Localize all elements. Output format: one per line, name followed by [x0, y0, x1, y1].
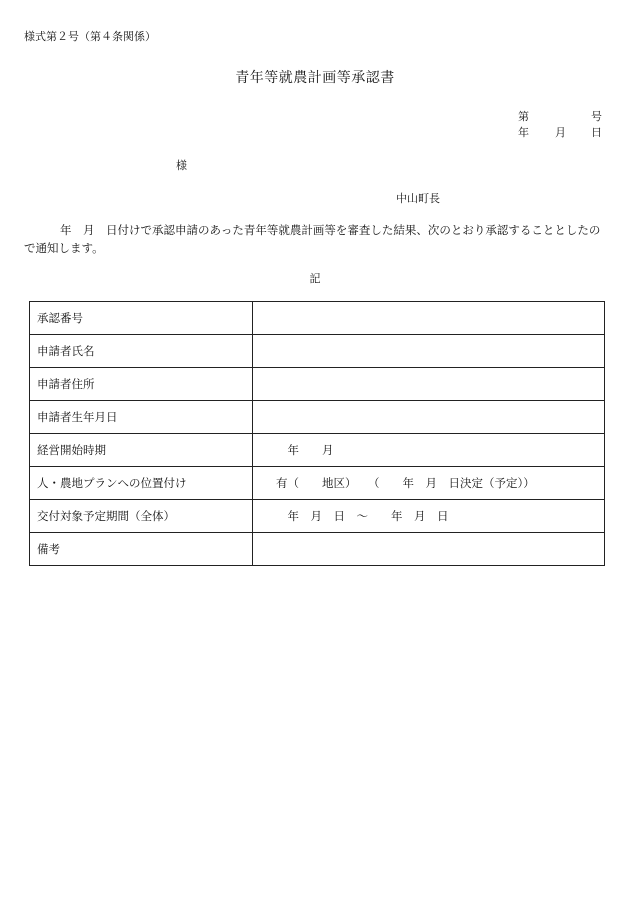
approval-details-table — [29, 301, 605, 566]
document-title: 青年等就農計画等承認書 — [235, 70, 395, 86]
doc-number-suffix: 号 — [591, 110, 602, 123]
row-label: 申請者氏名 — [30, 335, 253, 368]
ki-label: 記 — [309, 272, 321, 285]
table-row — [30, 434, 605, 467]
row-value — [253, 368, 605, 401]
table-row — [30, 401, 605, 434]
table-row — [30, 533, 605, 566]
issuer-name: 中山町長 — [396, 192, 440, 205]
table-row — [30, 368, 605, 401]
table-row — [30, 302, 605, 335]
row-label: 承認番号 — [30, 302, 253, 335]
row-value — [253, 335, 605, 368]
row-value: 年 月 — [253, 434, 605, 467]
row-label: 人・農地プランへの位置付け — [30, 467, 253, 500]
row-value: 年 月 日 ～ 年 月 日 — [253, 500, 605, 533]
row-value — [253, 533, 605, 566]
doc-date-year: 年 — [518, 126, 529, 139]
form-code: 様式第２号（第４条関係） — [24, 30, 156, 43]
row-value — [253, 302, 605, 335]
doc-date-day: 日 — [591, 126, 602, 139]
row-label: 申請者住所 — [30, 368, 253, 401]
table-row — [30, 335, 605, 368]
notice-body-text: 年 月 日付けで承認申請のあった青年等就農計画等を審査した結果、次のとおり承認することとしたので通知します。 — [24, 223, 601, 255]
row-label: 備考 — [30, 533, 253, 566]
table-row — [30, 500, 605, 533]
row-value — [253, 401, 605, 434]
doc-number-prefix: 第 — [518, 110, 529, 123]
table-row — [30, 467, 605, 500]
recipient-honorific: 様 — [176, 159, 187, 172]
row-label: 経営開始時期 — [30, 434, 253, 467]
row-value: 有（ 地区） （ 年 月 日決定（予定）） — [253, 467, 605, 500]
row-label: 交付対象予定期間（全体） — [30, 500, 253, 533]
doc-date-month: 月 — [555, 126, 566, 139]
row-label: 申請者生年月日 — [30, 401, 253, 434]
